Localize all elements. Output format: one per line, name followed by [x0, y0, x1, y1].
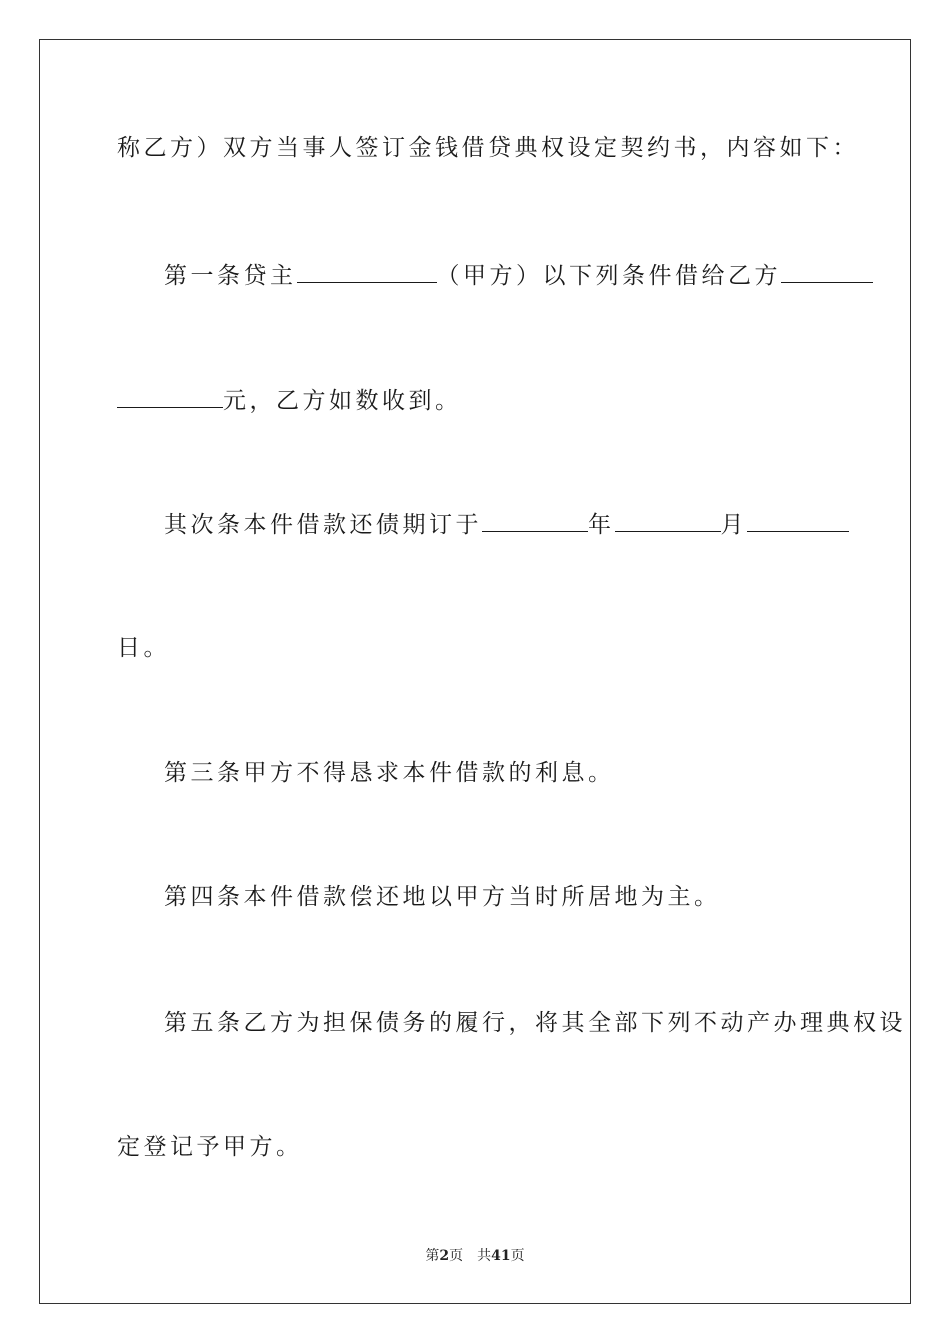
footer-page-number: 2 — [439, 1248, 450, 1264]
text-span: 称乙方）双方当事人签订金钱借贷典权设定契约书，内容如下： — [117, 135, 859, 161]
blank-lender-name — [297, 260, 437, 283]
text-span: 第五条乙方为担保债务的履行，将其全部下列不动产办理典权设 — [164, 1010, 906, 1036]
text-line-article-4 — [164, 882, 721, 912]
text-span: 元，乙方如数收到。 — [223, 388, 462, 414]
blank-amount-part-1 — [781, 260, 873, 283]
text-line-article-1-cont — [117, 385, 462, 416]
text-span: 第三条甲方不得恳求本件借款的利息。 — [164, 760, 615, 786]
footer-total-suffix: 页 — [510, 1248, 525, 1264]
text-span: 其次条本件借款还债期订于 — [164, 512, 482, 538]
text-span: 定登记予甲方。 — [117, 1134, 303, 1160]
text-span: 月 — [720, 512, 747, 538]
footer-total-pages: 41 — [491, 1248, 511, 1264]
text-span: （甲方）以下列条件借给乙方 — [436, 263, 781, 289]
text-line-1 — [117, 133, 859, 163]
blank-month — [615, 509, 721, 532]
text-span: 年 — [588, 512, 615, 538]
footer-total-prefix: 共 — [477, 1248, 492, 1264]
text-span: 第一条贷主 — [164, 263, 297, 289]
text-line-article-2-cont — [117, 633, 170, 663]
page-footer — [0, 1247, 950, 1265]
blank-amount-part-2 — [117, 385, 223, 408]
footer-prefix: 第 — [425, 1248, 440, 1264]
page-frame — [39, 39, 911, 1304]
text-line-article-5-cont — [117, 1132, 303, 1162]
text-line-article-2 — [164, 509, 849, 540]
text-line-article-5 — [164, 1008, 906, 1038]
text-line-article-1 — [164, 260, 873, 291]
text-span: 第四条本件借款偿还地以甲方当时所居地为主。 — [164, 884, 721, 910]
blank-year — [482, 509, 588, 532]
blank-day — [747, 509, 849, 532]
text-line-article-3 — [164, 758, 615, 788]
text-span: 日。 — [117, 635, 170, 661]
footer-page-suffix: 页 — [449, 1248, 464, 1264]
